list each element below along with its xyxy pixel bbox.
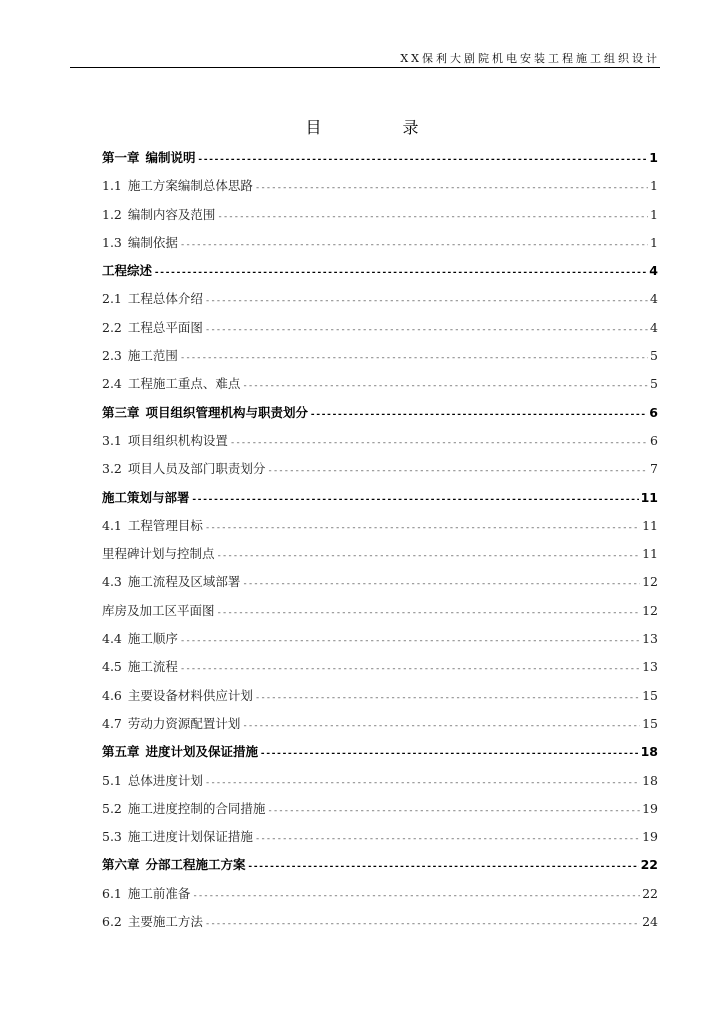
toc-leader-dashes [205,287,648,315]
toc-entry-page-number: 4 [650,319,658,335]
toc-entry-number: 4.4 [102,631,122,647]
toc-entry-label: 工程总平面图 [127,319,203,335]
toc-entry-label: 施工流程及区域部署 [127,574,241,590]
toc-entry-number: 4.3 [102,574,122,590]
toc-entry-label: 项目组织机构设置 [127,432,228,448]
toc-entry-number: 1.1 [102,178,122,194]
toc-entry-page-number: 11 [642,517,658,533]
toc-entry-number: 4.7 [102,715,122,731]
toc-leader-dashes [267,457,648,485]
toc-leader-dashes [205,769,640,797]
toc-entry-number: 2.3 [102,348,122,364]
toc-entry-page-number: 4 [650,291,658,307]
toc-entry-page-number: 12 [642,602,658,618]
page-header: XX保利大剧院机电安装工程施工组织设计 [400,52,660,65]
toc-entry-number: 3.2 [102,461,122,477]
toc-entry-label: 施工方案编制总体思路 [127,178,253,194]
toc-entry-label: 编制依据 [127,234,178,250]
header-rule [70,67,660,68]
toc-entry-number: 4.5 [102,659,122,675]
toc-entry-label: 工程总体介绍 [127,291,203,307]
toc-entry-page-number: 6 [649,404,658,420]
toc-entry-page-number: 13 [642,631,658,647]
toc-section-entry[interactable] [102,653,658,681]
toc-entry-label: 工程管理目标 [127,517,203,533]
toc-leader-dashes [205,910,640,938]
toc-entry-page-number: 22 [640,857,658,873]
toc-entry-page-number: 12 [642,574,658,590]
toc-entry-number: 6.2 [102,914,122,930]
toc-entry-number: 4.6 [102,687,122,703]
toc-entry-label: 施工进度控制的合同措施 [127,800,266,816]
toc-leader-dashes [192,486,639,514]
toc-chapter-entry[interactable] [102,738,658,766]
toc-section-entry[interactable] [102,682,658,710]
toc-leader-dashes [217,542,641,570]
toc-entry-page-number: 15 [642,687,658,703]
toc-leader-dashes [180,655,640,683]
toc-entry-page-number: 5 [650,376,658,392]
toc-section-entry[interactable] [102,568,658,596]
toc-entry-page-number: 4 [649,263,658,279]
toc-section-entry[interactable] [102,908,658,936]
toc-entry-page-number: 15 [642,715,658,731]
toc-entry-page-number: 11 [640,489,658,505]
toc-entry-page-number: 1 [650,234,658,250]
toc-entry-label: 主要设备材料供应计划 [127,687,253,703]
table-of-contents [102,144,658,936]
toc-section-entry[interactable] [102,455,658,483]
toc-leader-dashes [217,599,641,627]
toc-entry-page-number: 24 [642,914,658,930]
toc-entry-label: 工程综述 [102,263,153,279]
toc-entry-page-number: 1 [650,178,658,194]
toc-section-entry[interactable] [102,370,658,398]
toc-leader-dashes [217,203,648,231]
toc-section-entry[interactable] [102,172,658,200]
toc-section-entry[interactable] [102,540,658,568]
toc-chapter-entry[interactable] [102,851,658,879]
toc-entry-page-number: 7 [650,461,658,477]
toc-entry-page-number: 19 [642,800,658,816]
toc-section-entry[interactable] [102,427,658,455]
toc-section-entry[interactable] [102,597,658,625]
toc-leader-dashes [260,740,639,768]
toc-leader-dashes [180,627,640,655]
toc-section-entry[interactable] [102,710,658,738]
toc-entry-number: 第三章 [102,404,140,420]
toc-leader-dashes [154,259,647,287]
toc-chapter-entry[interactable] [102,399,658,427]
toc-chapter-entry[interactable] [102,144,658,172]
toc-section-entry[interactable] [102,229,658,257]
toc-section-entry[interactable] [102,201,658,229]
toc-entry-number: 5.2 [102,800,122,816]
toc-section-entry[interactable] [102,342,658,370]
toc-entry-page-number: 1 [650,206,658,222]
toc-leader-dashes [205,514,640,542]
toc-entry-label: 项目人员及部门职责划分 [127,461,266,477]
toc-entry-label: 项目组织管理机构与职责划分 [145,404,309,420]
toc-section-entry[interactable] [102,625,658,653]
toc-entry-number: 2.1 [102,291,122,307]
toc-leader-dashes [310,401,647,429]
toc-leader-dashes [248,853,639,881]
toc-entry-label: 编制内容及范围 [127,206,216,222]
toc-entry-label: 劳动力资源配置计划 [127,715,241,731]
toc-entry-number: 6.1 [102,885,122,901]
toc-entry-page-number: 18 [640,744,658,760]
toc-leader-dashes [255,825,640,853]
toc-section-entry[interactable] [102,512,658,540]
toc-entry-page-number: 13 [642,659,658,675]
toc-entry-page-number: 5 [650,348,658,364]
toc-section-entry[interactable] [102,285,658,313]
toc-entry-page-number: 6 [650,432,658,448]
toc-entry-label: 进度计划及保证措施 [145,744,259,760]
toc-leader-dashes [198,146,648,174]
toc-entry-label: 工程施工重点、难点 [127,376,241,392]
toc-entry-label: 编制说明 [145,150,196,165]
toc-section-entry[interactable] [102,314,658,342]
toc-entry-page-number: 1 [649,150,658,165]
toc-entry-number: 5.3 [102,829,122,845]
toc-entry-number: 2.2 [102,319,122,335]
toc-entry-page-number: 22 [642,885,658,901]
toc-leader-dashes [230,429,648,457]
toc-entry-label: 施工范围 [127,348,178,364]
toc-entry-label: 主要施工方法 [127,914,203,930]
toc-leader-dashes [242,570,640,598]
toc-entry-label: 里程碑计划与控制点 [102,546,215,562]
toc-entry-number: 4.1 [102,517,122,533]
toc-entry-number: 第一章 [102,150,140,165]
toc-entry-label: 施工顺序 [127,631,178,647]
toc-entry-label: 施工流程 [127,659,178,675]
toc-section-entry[interactable] [102,767,658,795]
toc-leader-dashes [242,372,648,400]
toc-section-entry[interactable] [102,795,658,823]
toc-entry-number: 1.3 [102,234,122,250]
toc-entry-page-number: 19 [642,829,658,845]
toc-leader-dashes [180,344,648,372]
toc-leader-dashes [180,231,648,259]
toc-entry-number: 3.1 [102,432,122,448]
toc-entry-label: 总体进度计划 [127,772,203,788]
toc-chapter-entry[interactable] [102,484,658,512]
toc-entry-number: 第五章 [102,744,140,760]
toc-entry-number: 第六章 [102,857,140,873]
toc-leader-dashes [192,882,640,910]
toc-leader-dashes [255,684,640,712]
toc-leader-dashes [255,174,648,202]
toc-entry-label: 施工策划与部署 [102,489,190,505]
toc-section-entry[interactable] [102,880,658,908]
toc-title: 目 录 [305,118,457,137]
toc-leader-dashes [267,797,640,825]
toc-entry-number: 1.2 [102,206,122,222]
toc-leader-dashes [242,712,640,740]
toc-entry-label: 施工进度计划保证措施 [127,829,253,845]
toc-entry-label: 施工前准备 [127,885,191,901]
toc-entry-number: 2.4 [102,376,122,392]
toc-entry-label: 分部工程施工方案 [145,857,246,873]
toc-entry-number: 5.1 [102,772,122,788]
toc-entry-label: 库房及加工区平面图 [102,602,215,618]
toc-chapter-entry[interactable] [102,257,658,285]
toc-leader-dashes [205,316,648,344]
toc-entry-page-number: 18 [642,772,658,788]
toc-entry-page-number: 11 [642,546,658,562]
toc-section-entry[interactable] [102,823,658,851]
